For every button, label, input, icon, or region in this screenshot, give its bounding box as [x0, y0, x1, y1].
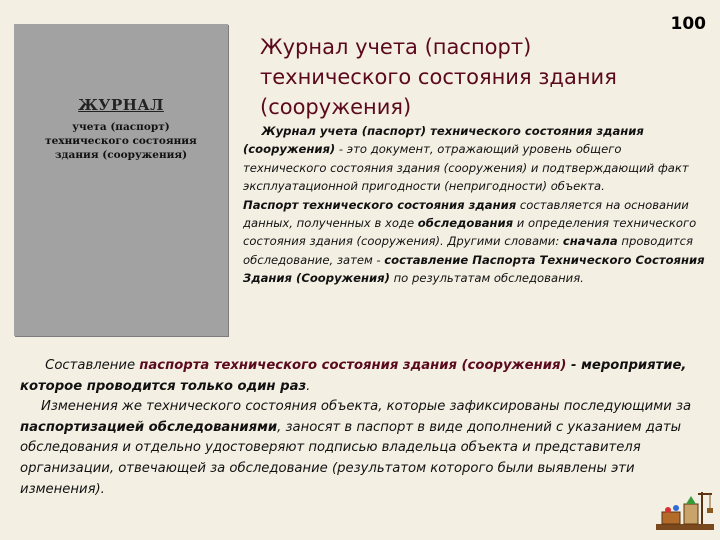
- bottom-bold: паспортизацией обследованиями: [20, 419, 278, 435]
- cover-line: технического состояния: [45, 135, 197, 147]
- bottom-text: [20, 356, 710, 500]
- desc-text: составляется на основании данных, полученных в ходе: [243, 197, 689, 231]
- indent: [20, 358, 45, 373]
- bottom-text-part: Составление: [45, 358, 140, 373]
- bottom-text-part: .: [306, 378, 311, 394]
- desc-term: обследования: [417, 216, 514, 231]
- desc-text: по результатам обследования.: [389, 271, 584, 286]
- desc-text: проводится обследование, затем -: [243, 234, 694, 267]
- slide-title: [260, 32, 680, 122]
- title-line: технического состояния здания: [260, 65, 617, 89]
- indent: [243, 124, 261, 138]
- desc-term: Паспорт технического состояния здания: [243, 197, 517, 212]
- cover-heading: ЖУРНАЛ: [78, 96, 164, 114]
- bottom-text-part: Изменения же технического состояния объекта, которые зафиксированы последующими за: [40, 399, 692, 415]
- corner-logo-icon: [654, 486, 716, 536]
- desc-text: и определения технического состояния здания (сооружения). Другими словами:: [243, 216, 697, 249]
- bottom-bold: - мероприятие, которое проводится только один раз: [20, 358, 687, 394]
- cover-line: учета (паспорт): [72, 121, 170, 133]
- bottom-highlight: паспорта технического состояния здания (сооружения): [139, 358, 567, 373]
- journal-cover-image: [14, 24, 228, 336]
- title-line: (сооружения): [260, 95, 412, 119]
- desc-term: составление Паспорта Технического Состояния Здания (Сооружения): [243, 252, 705, 286]
- indent: [20, 399, 41, 414]
- desc-text: - это документ, отражающий уровень общего технического состояния здания (сооружения) и подтверждающий факт эксплуатационной пригодности (непригодности) объекта.: [243, 142, 689, 194]
- cover-line: здания (сооружения): [54, 149, 188, 161]
- description-paragraph: [243, 122, 705, 288]
- desc-term: Журнал учета (паспорт) технического состояния здания (сооружения): [243, 124, 644, 157]
- page-number: 100: [670, 14, 706, 34]
- cover-text: [14, 96, 228, 162]
- desc-term: сначала: [562, 234, 618, 249]
- logo-drawing: [654, 486, 716, 536]
- title-line: Журнал учета (паспорт): [260, 35, 532, 59]
- bottom-text-part: , заносят в паспорт в виде дополнений с указанием даты обследования и отдельно удостоверяют подписью владельца объекта и представителя организации, отвечающей за обследование (результатом которого были выявлены эти изменения).: [20, 419, 682, 497]
